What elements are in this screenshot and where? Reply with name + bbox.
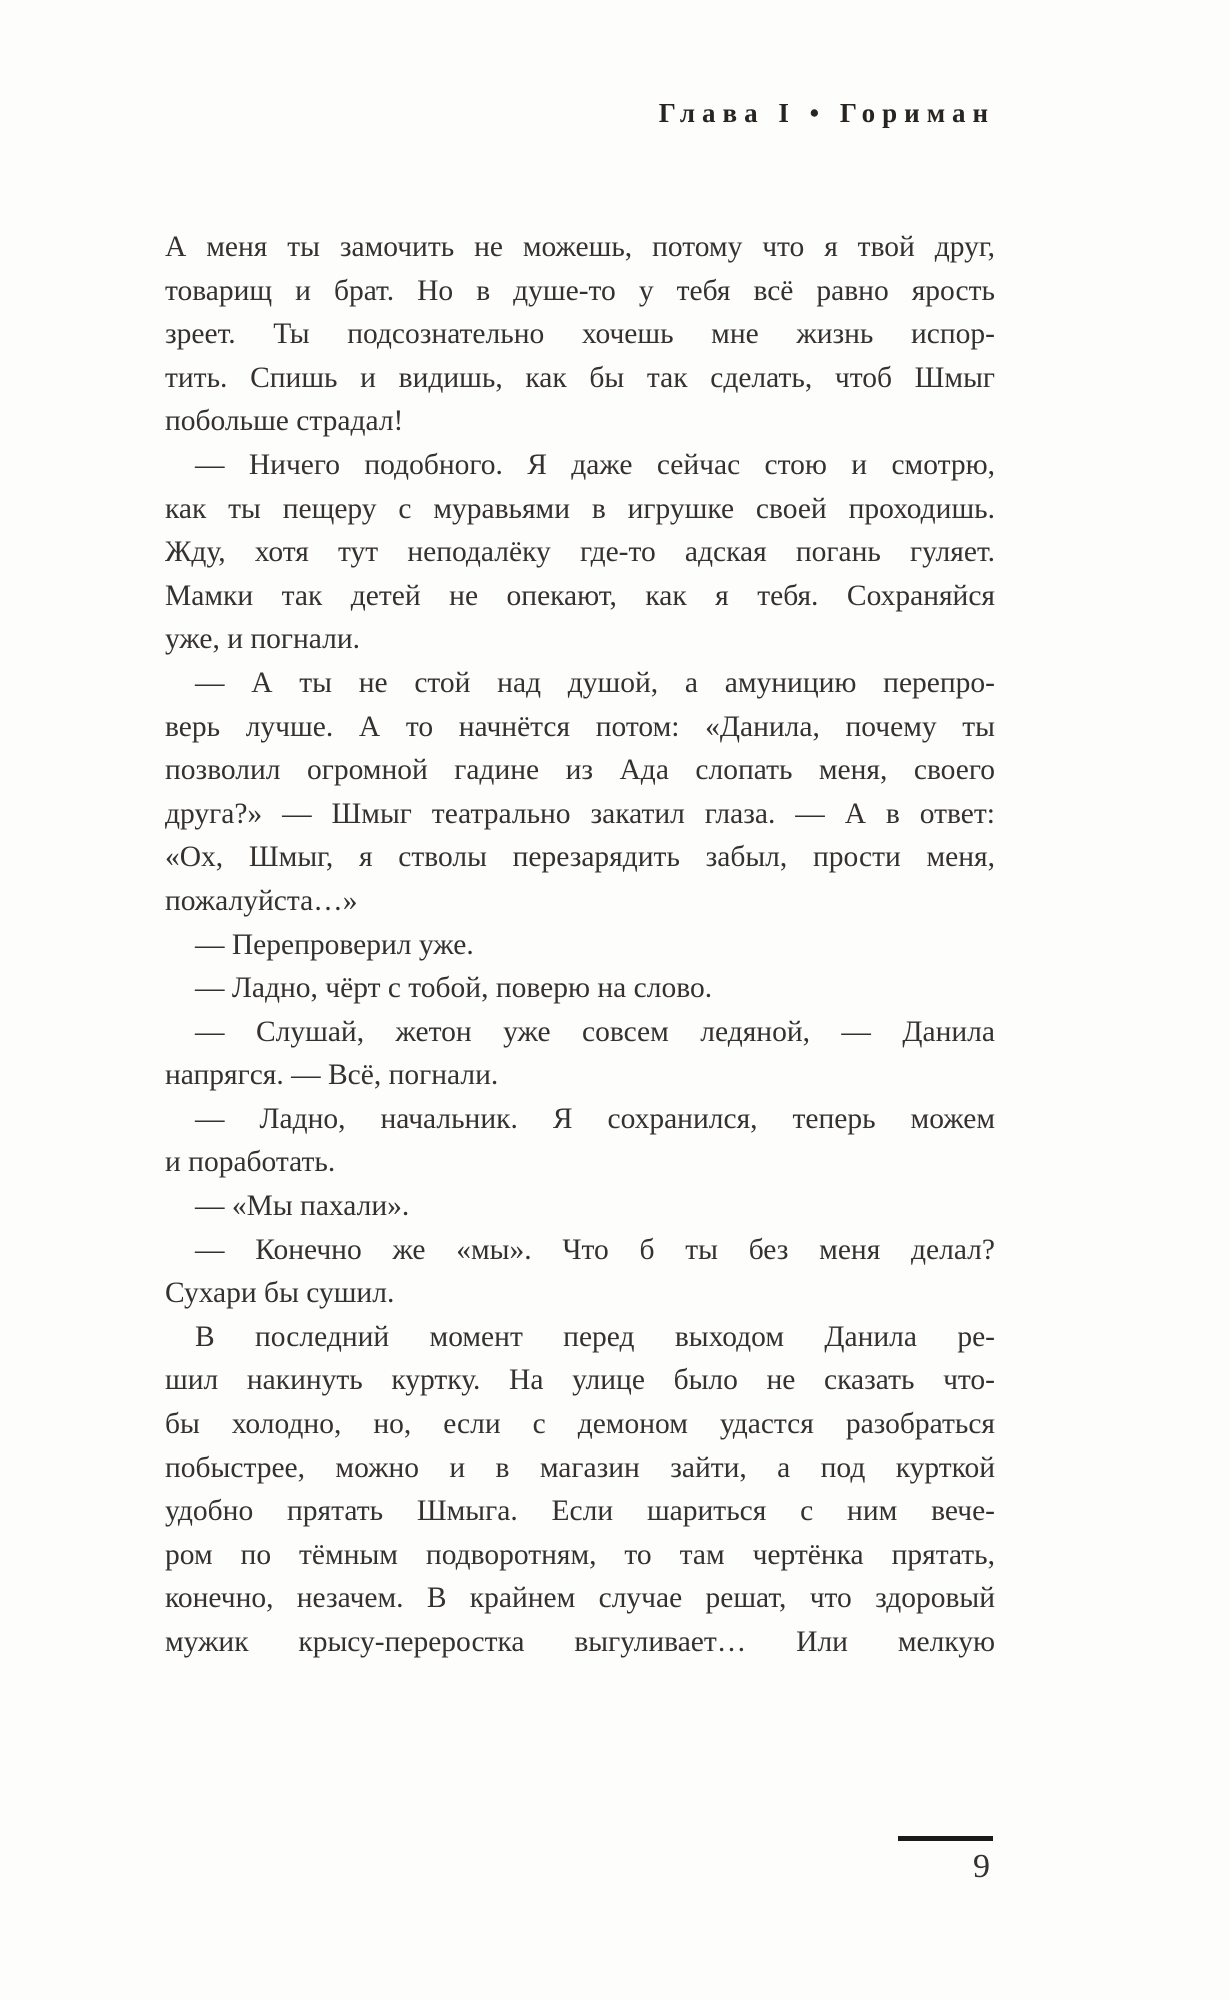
text-line: — Ничего подобного. Я даже сейчас стою и смотрю,	[195, 448, 995, 481]
text-line: удобно прятать Шмыга. Если шариться с ним вече-	[165, 1495, 995, 1528]
text-line: конечно, незачем. В крайнем случае решат, что здоровый	[165, 1582, 995, 1615]
text-line: бы холодно, но, если с демоном удастся разобраться	[165, 1408, 995, 1441]
text-line: зреет. Ты подсознательно хочешь мне жизнь испор-	[165, 318, 995, 351]
text-line: как ты пещеру с муравьями в игрушке своей проходишь.	[165, 492, 995, 525]
text-line: позволил огромной гадине из Ада слопать меня, своего	[165, 754, 995, 787]
text-line: — Конечно же «мы». Что б ты без меня делал?	[195, 1233, 995, 1266]
text-line: пожалуйста…»	[165, 884, 358, 917]
text-line: Жду, хотя тут неподалёку где-то адская погань гуляет.	[165, 536, 995, 569]
text-line: тить. Спишь и видишь, как бы так сделать, чтоб Шмыг	[165, 361, 995, 394]
text-line: А меня ты замочить не можешь, потому что я твой друг,	[165, 231, 995, 263]
text-line: В последний момент перед выходом Данила ре-	[195, 1320, 995, 1353]
page-number: 9	[973, 1848, 990, 1885]
text-line: — А ты не стой над душой, а амуницию перепро-	[195, 666, 995, 699]
text-line: побольше страдал!	[165, 405, 404, 438]
text-line: товарищ и брат. Но в душе-то у тебя всё равно ярость	[165, 274, 995, 307]
text-line: — Слушай, жетон уже совсем ледяной, — Данила	[195, 1015, 995, 1048]
text-line: шил накинуть куртку. На улице было не сказать что-	[165, 1364, 995, 1397]
text-line: ром по тёмным подворотням, то там чертёнка прятать,	[165, 1538, 995, 1571]
text-line: — Ладно, чёрт с тобой, поверю на слово.	[195, 972, 713, 1005]
text-line: Сухари бы сушил.	[165, 1277, 395, 1310]
body-text	[165, 226, 995, 1665]
text-line: уже, и погнали.	[165, 623, 361, 656]
text-line: — Перепроверил уже.	[195, 928, 474, 961]
text-line: и поработать.	[165, 1146, 336, 1179]
text-line: друга?» — Шмыг театрально закатил глаза. — А в ответ:	[165, 797, 995, 830]
text-line: «Ох, Шмыг, я стволы перезарядить забыл, прости меня,	[165, 841, 995, 874]
text-line: мужик крысу-переростка выгуливает… Или мелкую	[165, 1626, 995, 1658]
text-line: — Ладно, начальник. Я сохранился, теперь можем	[195, 1102, 995, 1135]
text-line: верь лучше. А то начнётся потом: «Данила, почему ты	[165, 710, 995, 743]
text-line: — «Мы пахали».	[195, 1190, 410, 1223]
text-line: побыстрее, можно и в магазин зайти, а под курткой	[165, 1451, 995, 1484]
running-header: Глава I • Гориман	[658, 98, 995, 128]
footer-divider	[898, 1836, 993, 1841]
text-line: напрягся. — Всё, погнали.	[165, 1059, 499, 1092]
text-line: Мамки так детей не опекают, как я тебя. Сохраняйся	[165, 579, 995, 612]
